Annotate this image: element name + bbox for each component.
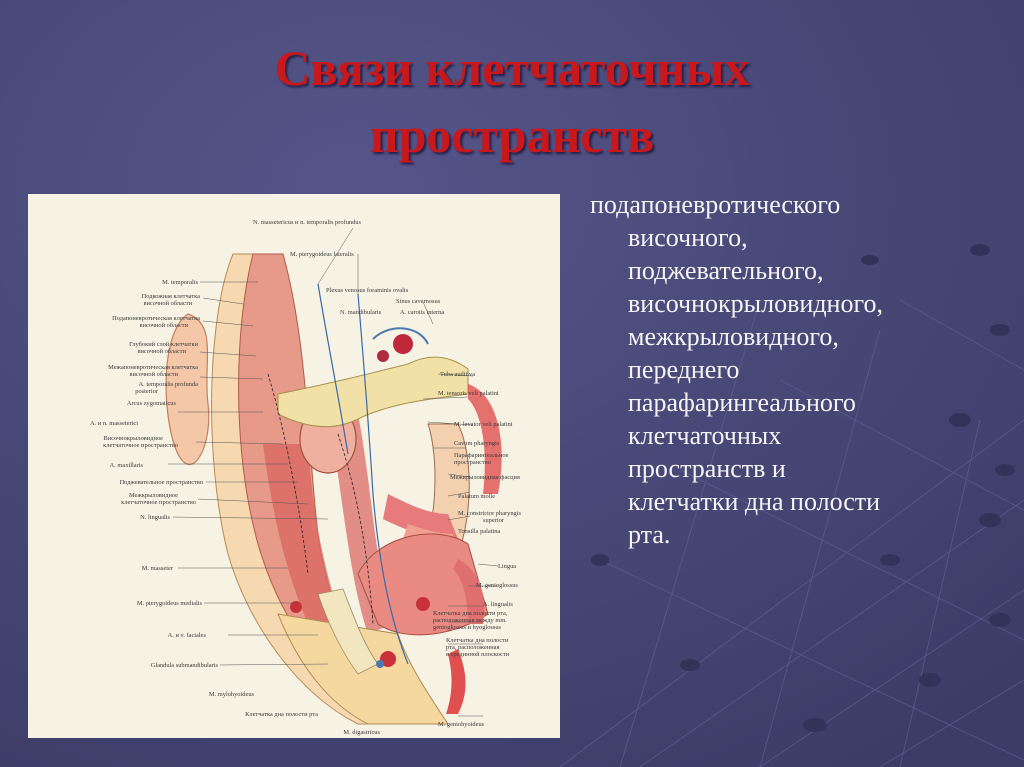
list-line-3: поджевательного,: [628, 256, 824, 285]
label-right-20: в срединной плоскости: [446, 651, 510, 658]
label-left-22: M. pterygoideus medialis: [136, 600, 202, 607]
list-line-6: переднего: [628, 355, 740, 384]
label-left-17: Поджевательное пространство: [119, 479, 203, 486]
slide-title-line-1: Связи клетчаточных: [274, 40, 750, 96]
label-plexus-venosus: Plexus venosus foraminis ovalis: [326, 287, 409, 294]
label-right-6: пространство: [454, 459, 491, 466]
label-right-15: Клетчатка дна полости рта,: [433, 610, 508, 617]
label-left-16: A. maxillaris: [109, 462, 143, 469]
label-left-18: Межкрыловидное: [128, 492, 178, 499]
label-right-9: M. constrictor pharyngis: [458, 510, 522, 517]
label-m-pterygoideus-lateralis: M. pterygoideus lateralis: [290, 251, 354, 258]
label-left-8: Межапоневротическая клетчатка: [108, 364, 198, 371]
label-left-10: A. temporalis profunda: [138, 381, 198, 388]
label-n-massetericus: N. massetericus и n. temporalis profundus: [253, 219, 361, 226]
label-left-25: M. mylohyoideus: [208, 691, 254, 698]
label-left-27: M. digastricus: [343, 729, 380, 736]
slide-title-line-2: пространств: [369, 107, 655, 163]
text-list: [590, 188, 1010, 551]
label-right-13: M. genioglossus: [476, 582, 518, 589]
label-right-8: Palatum molle: [458, 493, 496, 500]
label-left-9: височной области: [129, 371, 178, 378]
label-a-carotis-interna: A. carotis interna: [400, 309, 445, 316]
label-right-12: Lingua: [498, 563, 517, 570]
label-right-7: Межкрыловидная фасция: [450, 474, 520, 481]
label-left-2: Подкожная клетчатка: [141, 293, 200, 300]
list-line-9: пространств и: [628, 454, 786, 483]
list-line-4: височнокрыловидного,: [628, 289, 883, 318]
list-line-8: клетчаточных: [628, 421, 782, 450]
label-left-15: клетчаточное пространство: [103, 442, 178, 449]
label-right-14: A. lingualis: [483, 601, 513, 608]
list-line-7: парафарингеального: [628, 388, 856, 417]
label-left-26: Клетчатка дна полости рта: [245, 711, 318, 718]
anatomy-illustration: [28, 194, 560, 738]
label-sinus-cavernosus: Sinus cavernosus: [396, 298, 441, 305]
list-line-1: подапоневротического: [590, 190, 841, 219]
label-left-12: Arcus zygomaticus: [126, 400, 176, 407]
label-left-24: Glandula submandibularis: [150, 662, 218, 669]
label-left-13: A. и n. masseterici: [90, 420, 138, 427]
label-left-21: M. masseter: [141, 565, 173, 572]
label-left-1: M. temporalis: [162, 279, 198, 286]
label-right-2: M. tensoris veli palatini: [438, 390, 499, 397]
label-left-3: височной области: [143, 300, 192, 307]
label-right-3: M. levator veli palatini: [454, 421, 513, 428]
label-right-17: genioglossus и hyoglossus: [433, 624, 502, 631]
list-line-5: межкрыловидного,: [628, 322, 839, 351]
label-right-21: M. geniohyoideus: [438, 721, 485, 728]
list-line-2: височного,: [628, 223, 748, 252]
label-right-16: расположенная между mm.: [433, 617, 507, 624]
label-right-18: Клетчатка дна полости: [446, 637, 509, 644]
label-right-1: Tuba auditiva: [440, 371, 476, 378]
label-left-7: височной области: [137, 348, 186, 355]
label-right-10: superior: [483, 517, 504, 524]
label-left-23: A. и v. faciales: [167, 632, 206, 639]
label-n-mandibularis: N. mandibularis: [340, 309, 382, 316]
label-left-11: posterior: [135, 388, 158, 395]
label-left-14: Височнокрыловидное: [103, 435, 163, 442]
label-left-5: височной области: [139, 322, 188, 329]
label-left-6: Глубокий слой клетчатки: [129, 341, 198, 348]
label-right-11: Tonsilla palatina: [458, 528, 501, 535]
label-left-4: Подапоневротическая клетчатка: [112, 315, 200, 322]
label-right-5: Парафарингеальное: [454, 452, 509, 459]
label-left-20: N. lingualis: [140, 514, 170, 521]
anatomy-figure: [28, 194, 560, 738]
label-right-19: рта, расположенная: [446, 644, 500, 651]
list-line-10: клетчатки дна полости: [628, 487, 881, 516]
list-line-11: рта.: [628, 520, 671, 549]
label-right-4: Cavum pharyngis: [454, 440, 500, 447]
label-left-19: клетчаточное пространство: [121, 499, 196, 506]
